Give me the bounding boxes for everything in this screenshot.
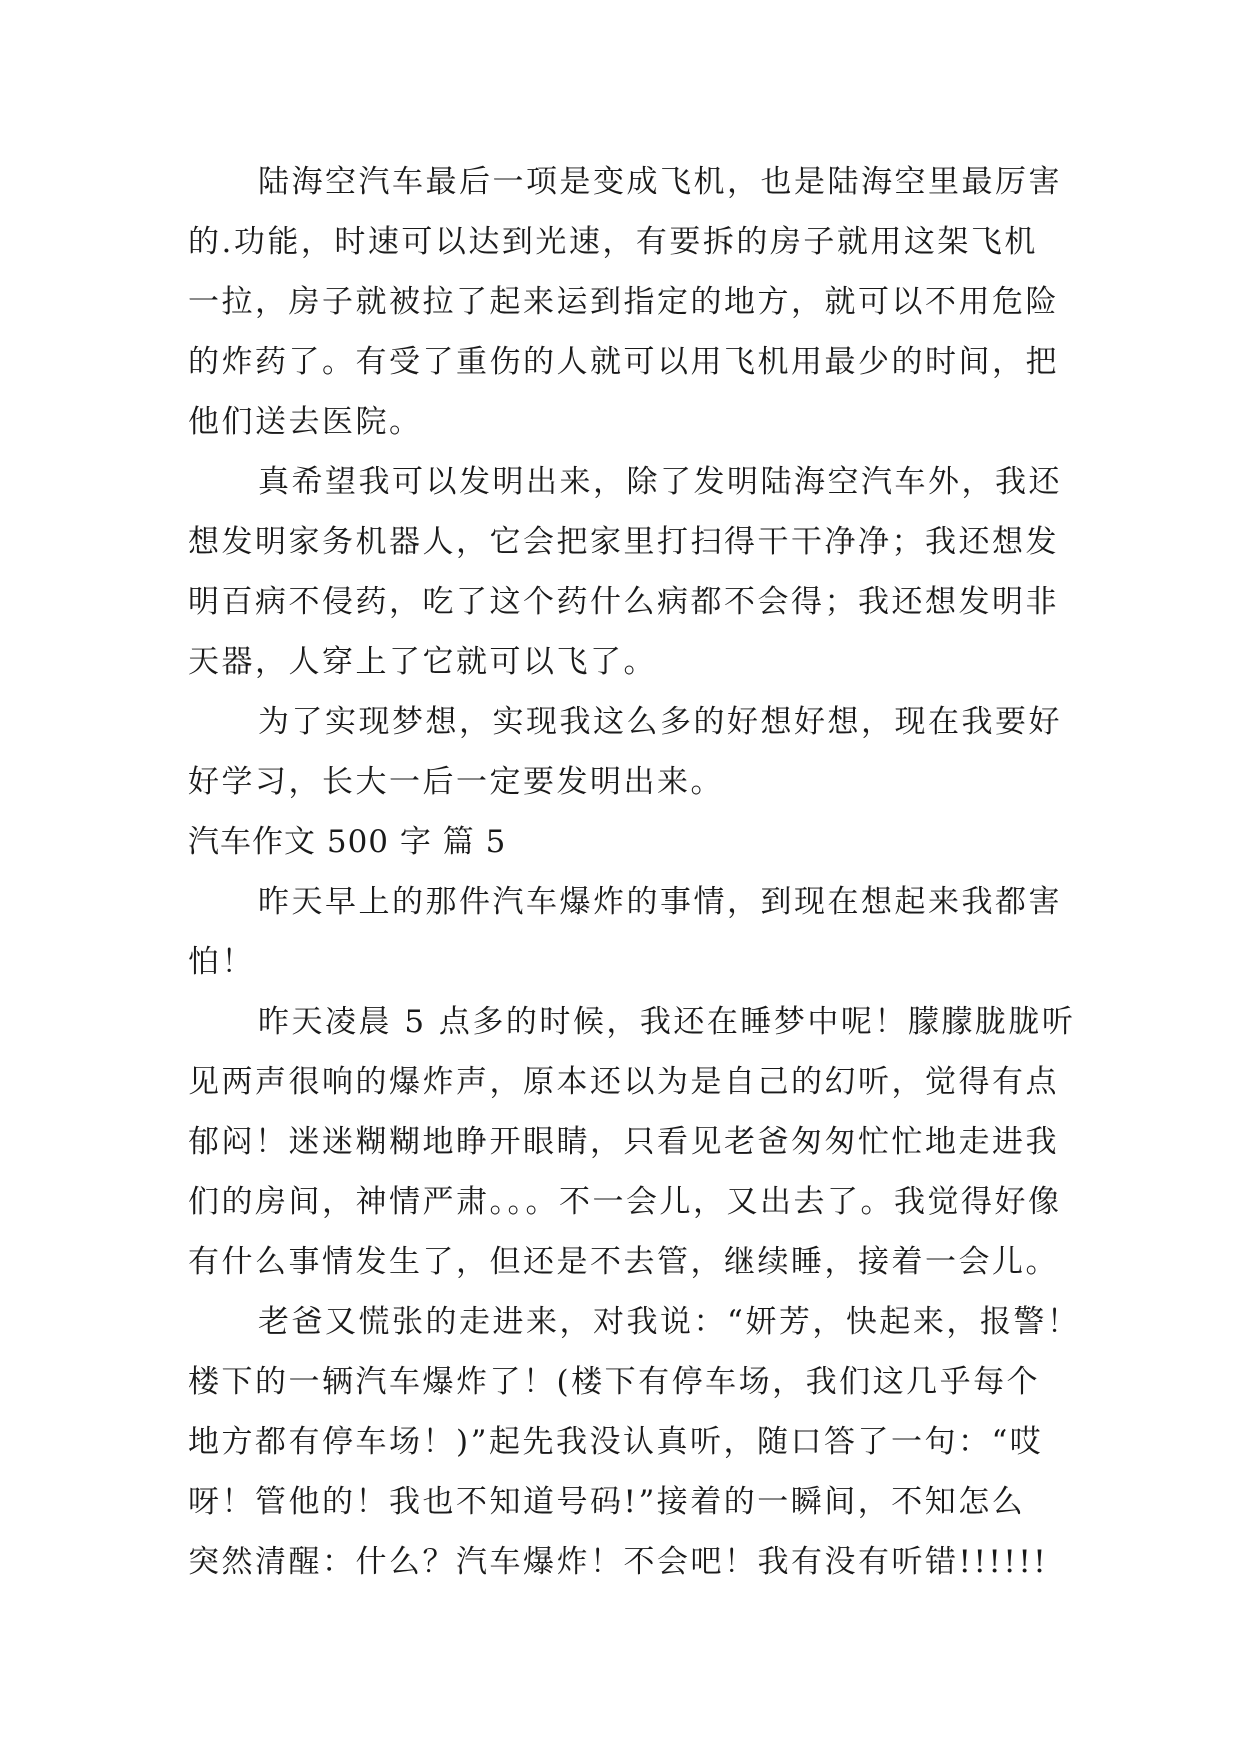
paragraph-6-line-1: 老爸又慌张的走进来，对我说：“妍芳，快起来，报警！ (258, 1304, 1081, 1340)
paragraph-4-line-2: 怕！ (188, 944, 255, 980)
paragraph-6-line-3: 地方都有停车场！)”起先我没认真听，随口答了一句：“哎 (188, 1424, 1044, 1460)
paragraph-2-line-1: 真希望我可以发明出来，除了发明陆海空汽车外，我还 (258, 464, 1062, 500)
essay-body (188, 152, 1081, 1592)
paragraph-3-line-2: 好学习，长大一后一定要发明出来。 (188, 764, 724, 800)
paragraph-5-line-1: 昨天凌晨 5 点多的时候，我还在睡梦中呢！朦朦胧胧听 (258, 1004, 1076, 1040)
paragraph-1-line-3: 一拉，房子就被拉了起来运到指定的地方，就可以不用危险 (188, 284, 1059, 320)
paragraph-2-line-4: 天器，人穿上了它就可以飞了。 (188, 644, 657, 680)
paragraph-5-line-2: 见两声很响的爆炸声，原本还以为是自己的幻听，觉得有点 (188, 1064, 1059, 1100)
paragraph-4-line-1: 昨天早上的那件汽车爆炸的事情，到现在想起来我都害 (258, 884, 1062, 920)
paragraph-2-line-3: 明百病不侵药，吃了这个药什么病都不会得；我还想发明非 (188, 584, 1059, 620)
paragraph-5-line-5: 有什么事情发生了，但还是不去管，继续睡，接着一会儿。 (188, 1244, 1059, 1280)
paragraph-6-line-2: 楼下的一辆汽车爆炸了！(楼下有停车场，我们这几乎每个 (188, 1364, 1041, 1400)
paragraph-1-line-4: 的炸药了。有受了重伤的人就可以用飞机用最少的时间，把 (188, 344, 1059, 380)
paragraph-6-line-4: 呀！管他的！我也不知道号码!”接着的一瞬间，不知怎么 (188, 1484, 1026, 1520)
paragraph-3-line-1: 为了实现梦想，实现我这么多的好想好想，现在我要好 (258, 704, 1062, 740)
paragraph-5-line-3: 郁闷！迷迷糊糊地睁开眼睛，只看见老爸匆匆忙忙地走进我 (188, 1124, 1059, 1160)
section-heading: 汽车作文 500 字 篇 5 (188, 824, 507, 860)
paragraph-1-line-2: 的.功能，时速可以达到光速，有要拆的房子就用这架飞机 (188, 224, 1038, 260)
paragraph-2-line-2: 想发明家务机器人，它会把家里打扫得干干净净；我还想发 (188, 524, 1059, 560)
paragraph-1-line-5: 他们送去医院。 (188, 404, 423, 440)
paragraph-5-line-4: 们的房间，神情严肃。。。不一会儿，又出去了。我觉得好像 (188, 1184, 1062, 1220)
paragraph-6-line-5: 突然清醒：什么？汽车爆炸！不会吧！我有没有听错!!!!!! (188, 1544, 1049, 1580)
paragraph-1-line-1: 陆海空汽车最后一项是变成飞机，也是陆海空里最厉害 (258, 164, 1062, 200)
